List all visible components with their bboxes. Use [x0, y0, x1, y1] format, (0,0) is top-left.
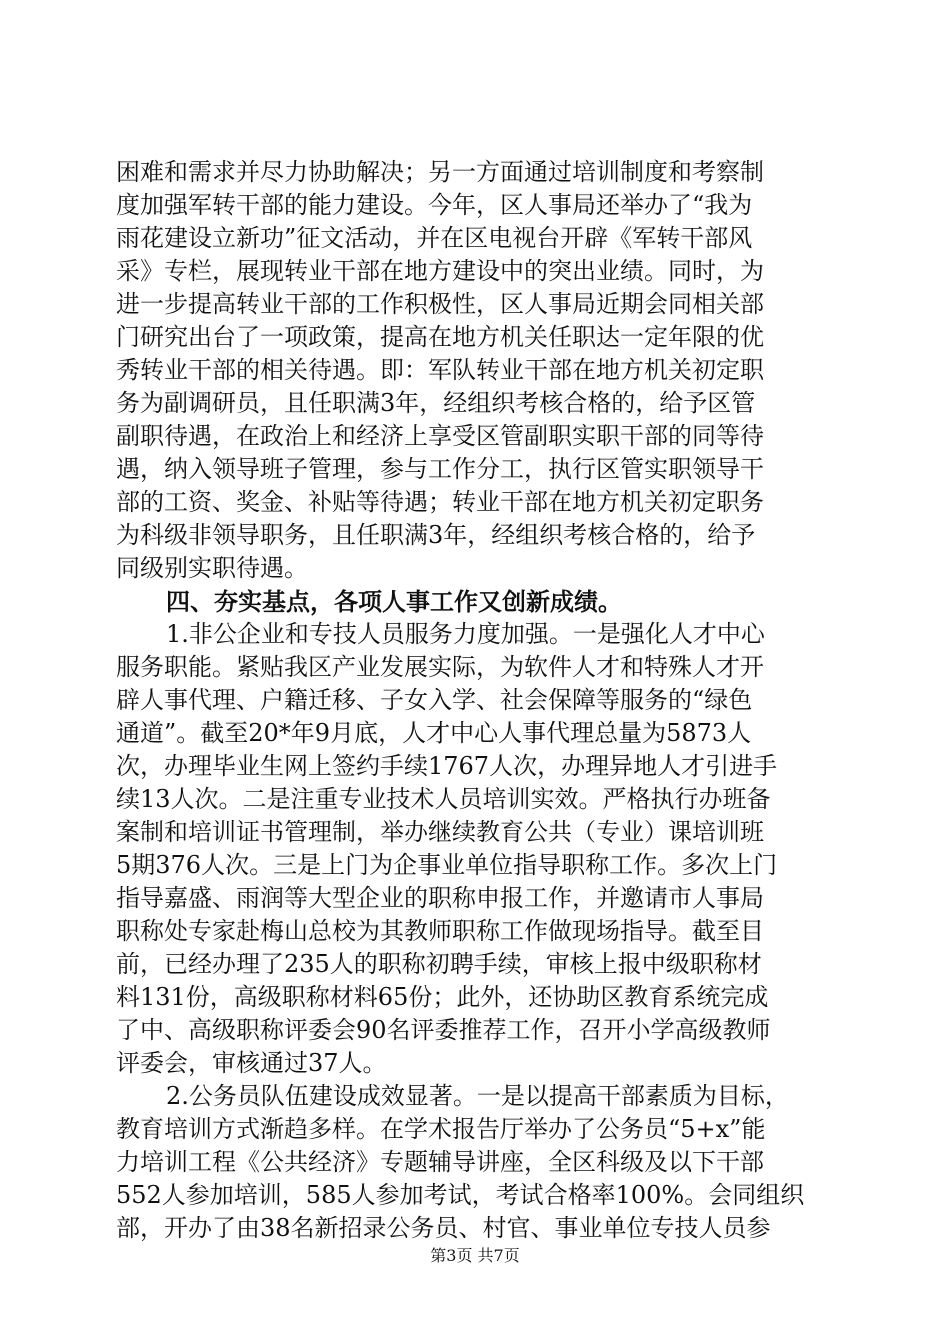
paragraph-first-line: 1.非公企业和专技人员服务力度加强。一是强化人才中心	[166, 620, 765, 648]
body-line: 552人参加培训，585人参加考试，考试合格率100%。会同组织	[116, 1181, 805, 1209]
body-line: 困难和需求并尽力协助解决；另一方面通过培训制度和考察制	[116, 158, 764, 186]
body-line: 次，办理毕业生网上签约手续1767人次，办理异地人才引进手	[116, 752, 778, 780]
body-line: 了中、高级职称评委会90名评委推荐工作，召开小学高级教师	[116, 1016, 771, 1044]
body-line: 采》专栏，展现转业干部在地方建设中的突出业绩。同时，为	[116, 257, 764, 285]
body-line: 秀转业干部的相关待遇。即：军队转业干部在地方机关初定职	[116, 356, 764, 384]
body-line: 部的工资、奖金、补贴等待遇；转业干部在地方机关初定职务	[116, 488, 764, 516]
body-line: 同级别实职待遇。	[116, 554, 308, 582]
body-line: 部，开办了由38名新招录公务员、村官、事业单位专技人员参	[116, 1214, 771, 1242]
body-line: 服务职能。紧贴我区产业发展实际，为软件人才和特殊人才开	[116, 653, 764, 681]
body-line: 续13人次。二是注重专业技术人员培训实效。严格执行办班备	[116, 785, 771, 813]
body-line: 5期376人次。三是上门为企事业单位指导职称工作。多次上门	[116, 851, 778, 879]
body-line: 进一步提高转业干部的工作积极性，区人事局近期会同相关部	[116, 290, 764, 318]
body-line: 前，已经办理了235人的职称初聘手续，审核上报中级职称材	[116, 950, 762, 978]
body-line: 遇，纳入领导班子管理，参与工作分工，执行区管实职领导干	[116, 455, 764, 483]
section-heading: 四、夯实基点，各项人事工作又创新成绩。	[166, 587, 622, 616]
body-line: 力培训工程《公共经济》专题辅导讲座，全区科级及以下干部	[116, 1148, 764, 1176]
body-line: 为科级非领导职务，且任职满3年，经组织考核合格的，给予	[116, 521, 756, 549]
body-line: 案制和培训证书管理制，举办继续教育公共（专业）课培训班	[116, 818, 764, 846]
body-line: 指导嘉盛、雨润等大型企业的职称申报工作，并邀请市人事局	[116, 884, 764, 912]
page-footer: 第3页 共7页	[430, 1246, 520, 1265]
body-line: 评委会，审核通过37人。	[116, 1049, 387, 1077]
body-line: 度加强军转干部的能力建设。今年，区人事局还举办了“我为	[116, 191, 753, 219]
body-line: 副职待遇，在政治上和经济上享受区管副职实职干部的同等待	[116, 422, 764, 450]
paragraph-first-line: 2.公务员队伍建设成效显著。一是以提高干部素质为目标，	[166, 1082, 789, 1110]
document-body	[116, 156, 851, 1245]
body-line: 料131份，高级职称材料65份；此外，还协助区教育系统完成	[116, 983, 769, 1011]
body-line: 务为副调研员，且任职满3年，经组织考核合格的，给予区管	[116, 389, 756, 417]
body-line: 通道”。截至20*年9月底，人才中心人事代理总量为5873人	[116, 719, 752, 747]
body-line: 雨花建设立新功”征文活动，并在区电视台开辟《军转干部风	[116, 224, 753, 252]
body-line: 门研究出台了一项政策，提高在地方机关任职达一定年限的优	[116, 323, 764, 351]
body-line: 职称处专家赴梅山总校为其教师职称工作做现场指导。截至目	[116, 917, 764, 945]
body-line: 教育培训方式渐趋多样。在学术报告厅举办了公务员“5+x”能	[116, 1115, 766, 1143]
body-line: 辟人事代理、户籍迁移、子女入学、社会保障等服务的“绿色	[116, 686, 753, 714]
